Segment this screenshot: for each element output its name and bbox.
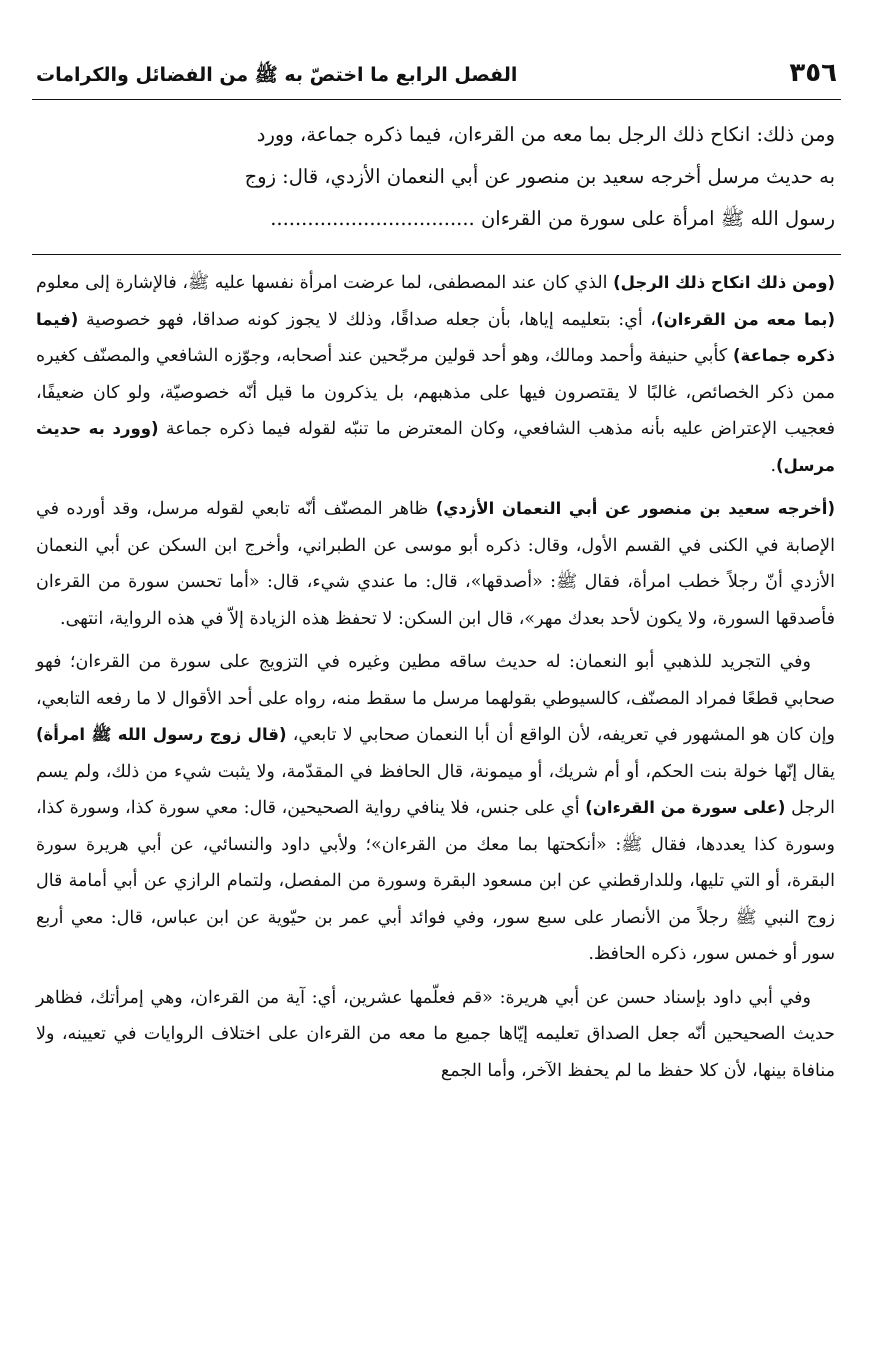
commentary-text: ، أي: بتعليمه إياها، بأن جعله صداقًا، وذلك لا يجوز كونه صداقا، فهو خصوصية — [78, 309, 657, 330]
dotted-leader: ................................. — [270, 207, 475, 230]
quoted-phrase: (وورد به حديث مرسل) — [36, 419, 835, 475]
main-text-line: به حديث مرسل أخرجه سعيد بن منصور عن أبي النعمان الأزدي، قال: زوج — [244, 165, 835, 188]
quoted-phrase: (على سورة من القرءان) — [585, 798, 786, 817]
main-text-line — [36, 198, 835, 240]
main-text-line: ومن ذلك: انكاح ذلك الرجل بما معه من القرءان، فيما ذكره جماعة، وورد — [256, 123, 835, 146]
commentary-text: وفي التجريد للذهبي أبو النعمان: له حديث ساقه مطين وغيره في التزويج على سورة من القرءان؛ فهو صحابي قطعًا فمراد المصنّف، كالسيوطي بقولهما مرسل ما سقط منه، رواه على أحد الأقوال لا ما رفعه التابعي، وإن كان هو المشهور في تعريفه، لأن الواقع أن أبا النعمان صحابي لا تابعي، — [36, 652, 835, 745]
commentary-text: . — [770, 455, 777, 476]
commentary-text: الذي كان عند المصطفى، لما عرضت امرأة نفسها عليه ﷺ، فالإشارة إلى معلوم — [36, 273, 614, 293]
quoted-phrase: (فيما ذكره جماعة) — [36, 309, 836, 365]
main-text-line-content: رسول الله ﷺ امرأة على سورة من القرءان — [480, 207, 835, 230]
quoted-phrase: (أخرجه سعيد بن منصور عن أبي النعمان الأزدي) — [435, 499, 835, 518]
commentary — [36, 265, 835, 1089]
commentary-text: أي على جنس، فلا ينافي رواية الصحيحين، قال: معي سورة كذا، وسورة كذا، وسورة كذا يعددها، فقال ﷺ: «أنكحتها بما معك من القرءان»؛ ولأبي داود والنسائي، عن أبي هريرة سورة البقرة، أو التي تليها، وللدارقطني عن ابن مسعود البقرة وسورة من المفصل، ولتمام الرازي عن أبي أمامة قال زوج النبي ﷺ رجلاً من الأنصار على سبع سور، وفي فوائد أبي عمر بن حيّوية عن ابن عباس، قال: معي أربع سور أو خمس سور، ذكره الحافظ. — [36, 798, 835, 964]
quoted-phrase: (قال زوج رسول الله ﷺ امرأة) — [36, 725, 287, 744]
quoted-phrase: (ومن ذلك انكاح ذلك الرجل) — [613, 273, 835, 292]
commentary-text: ظاهر المصنّف أنّه تابعي لقوله مرسل، وقد أورده في الإصابة في الكنى في القسم الأول، وقال: ذكره أبو موسى عن الطبراني، وأخرج ابن السكن عن أبي النعمان الأزدي أنّ رجلاً خطب امرأة، فقال ﷺ: «أصدقها»، قال: ما عندي شيء، قال: «أما تحسن سورة من القرءان فأصدقها السورة، ولا يكون لأحد بعدك مهر»، قال ابن السكن: لا تحفظ هذه الزيادة إلاّ في هذه الرواية، انتهى. — [36, 499, 835, 629]
commentary-paragraph — [36, 644, 835, 973]
page-number: ٣٥٦ — [789, 58, 837, 88]
commentary-paragraph — [36, 491, 835, 637]
chapter-title: الفصل الرابع ما اختصّ به ﷺ من الفضائل والكرامات — [36, 64, 518, 86]
text-separator — [32, 254, 841, 255]
commentary-text: كأبي حنيفة وأحمد ومالك، وهو أحد قولين مرجّحين عند أصحابه، وجوّزه الشافعي والمصنّف كغيره ممن ذكر الخصائص، غالبًا لا يقتصرون فيها على مذهبهم، بل يذكرون ما قيل أنّه خصوصيّة، ولو كان ضعيفًا، فعجيب الإعتراض عليه بأنه مذهب الشافعي، وكان المعترض ما تنبّه لقوله فيما ذكره جماعة — [36, 346, 835, 439]
main-text — [36, 114, 835, 240]
commentary-text: وفي أبي داود بإسناد حسن عن أبي هريرة: «قم فعلّمها عشرين، أي: آية من القرءان، وهي إمرأتك، فظاهر حديث الصحيحين أنّه جعل الصداق تعليمه إيّاها جميع ما معه من القرءان على اختلاف الروايات في تعيينه، ولا منافاة بينها، لأن كلا حفظ ما لم يحفظ الآخر، وأما الجمع — [36, 987, 835, 1081]
quoted-phrase: (بما معه من القرءان) — [656, 309, 835, 329]
commentary-text: يقال إنّها خولة بنت الحكم، أو أم شريك، أو ميمونة، قال الحافظ في المقدّمة، ولا يثبت شيء من ذلك، ولم يسم الرجل — [36, 761, 836, 818]
commentary-paragraph — [36, 980, 835, 1090]
page-header — [32, 58, 841, 100]
commentary-paragraph — [36, 265, 835, 484]
